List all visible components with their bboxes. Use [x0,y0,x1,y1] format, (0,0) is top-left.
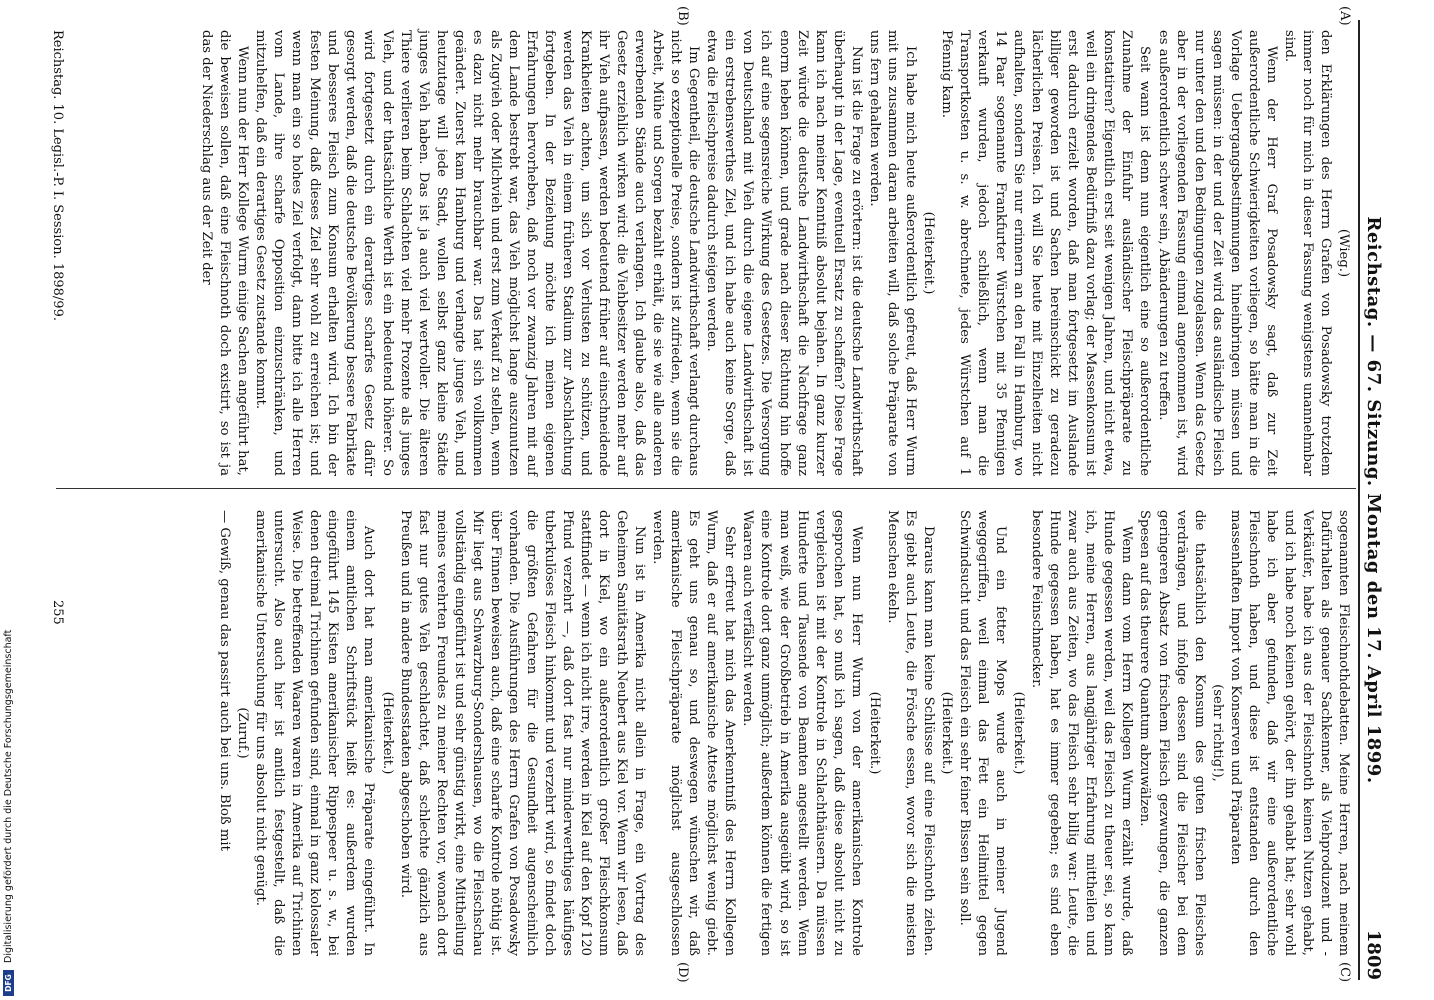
paragraph: sogenannten Fleischnothdebatten. Meine Herren, nach meinem Dafürhalten als genauer Sachkenner, als Viehproduzent und -Verkäufer, habe ich aus der Fleischnoth keinen Nutzen gehabt, und ich habe noch keinen gehört, der ihn gehabt hat; sehr wohl habe ich aber gefunden, daß wir eine außerordentliche Fleischnoth haben, und diese ist entstanden durch den massenhaften Import von Konserven und Präparaten [1227,510,1351,956]
margin-mark-c: (C) [1337,962,1352,983]
dfg-logo-icon: DFG [3,970,14,996]
paragraph: die thatsächlich den Konsum des guten frischen Fleisches verdrängen, und infolge dessen sind die Fleischer bei dem geringeren Absatz von frischem Fleisch gezwungen, die ganzen Spesen auf das theurere Quantum abzuwälzen. [1137,510,1207,956]
stage-direction: (Heiterkeit.) [920,211,936,295]
column-divider [56,488,1356,489]
paragraph: Wenn dann vom Herrn Kollegen Wurm erzählt wurde, daß Hunde gegessen werden, weil das Fleisch zu theuer sei, so kann ich, meine Herren, aus langjähriger Erfahrung mittheilen und zwar auch aus Zeiten, wo das Fleisch sehr billig war: Leute, die Hunde gegessen haben, hat es immer gegeben; es sind eben besondere Feinschmecker. [1029,510,1135,956]
credit-text: Digitalisierung gefördert durch die Deutsche Forschungsgemeinschaft [3,629,14,963]
stage-direction: (Heiterkeit.) [866,691,882,775]
paragraph: Seit wann ist denn nun eigentlich eine so außerordentliche Zunahme der Einfuhr ausländischer Fleischpräparate zu konstatiren? Eigentlich erst seit wenigen Jahren, und nicht etwa, weil ein dringendes Bedürfniß dazu vorlag; der Massenkonsum ist erst dadurch erzielt worden, daß man fortgesetzt im Auslande billiger geworden ist und Sachen hereinschickt zu geradezu lächerlichen Preisen. Ich will Sie heute mit Einzelheiten nicht aufhalten, sondern Sie nur erinnern an den Fall in Hamburg, wo 14 Paar sogenannte Frankfurter Würstchen mit 35 Pfennigen verkauft wurden, jedoch schließlich, wenn man die Transportkosten u. s. w. abrechnete, jedes Würstchen auf 1 Pfennig kam. [938,30,1153,476]
header-rule [1358,20,1360,980]
paragraph: Und ein fetter Mops wurde auch in meiner Jugend weggegriffen, weil einmal das Fett ein Heilmittel gegen Schwindsucht und das Fleisch ein sehr feiner Bissen sein soll. [957,510,1009,956]
left-text-column [197,30,1352,476]
header-title: Reichstag. — 67. Sitzung. Montag den 17. April 1899. [1363,216,1384,784]
footer-session: Reichstag. 10. Legisl.-P. I. Session. 1898/99. [50,30,65,321]
paragraph: Wenn der Herr Graf Posadowsky sagt, daß zur Zeit außerordentliche Schwierigkeiten vorliegen, so hätte man in die Vorlage Uebergangsbestimmungen hineinbringen müssen und sagen müssen: in der und der Zeit wird das ausländische Fleisch nur unter den und den Bedingungen zugelassen. Wenn das Gesetz aber in der vorliegenden Fassung einmal angenommen ist, wird es außerordentlich schwer sein, Abänderungen zu treffen. [1155,30,1279,476]
paragraph: Ich habe mich heute außerordentlich gefreut, daß Herr Wurm mit uns zusammen daran arbeiten will, daß solche Präparate von uns fern gehalten werden. [866,30,918,476]
paragraph: Wenn nun Herr Wurm von der amerikanischen Kontrole gesprochen hat, so muß ich sagen, daß diese absolut nicht zu vergleichen ist mit der Kontrole in Schlachthäusern. Da müssen Hunderte und Tausende von Beamten angestellt werden. Wenn man weiß, wie der Großbetrieb in Amerika ausgeübt wird, so ist eine Kontrole dort ganz unmöglich; außerdem können die fertigen Waaren auch verfälscht werden. [740,510,864,956]
paragraph: Nun ist in Amerika nicht allein in Frage, ein Vortrag des Geheimen Sanitätsrath Neubert aus Kiel vor. Wenn wir lesen, daß dort in Kiel, wo ein außerordentlich großer Fleischkonsum stattfindet — wenn ich nicht irre, werden in Kiel auf den Kopf 120 Pfund verzehrt —, daß dort fast nur minderwerthiges häufiges tuberkulöses Fleisch hinkommt und verzehrt wird, so findet doch die größten Gefahren für die Gesundheit augenscheinlich vorhanden. Die Ausführungen des Herrn Grafen von Posadowsky über Finnen beweisen auch, daß eine scharfe Kontrole nöthig ist. Mir liegt aus Schwarzburg-Sondershausen, wo die Fleischschau vollständig eingeführt ist und sehr günstig wirkt, eine Mittheilung meines verehrten Freundes zu meiner Rechten vor, wonach dort fast nur gutes Vieh geschlachtet, daß schlechte gänzlich aus Preußen und in andere Bundesstaaten abgeschoben wird. [397,510,648,956]
stage-direction: (Heiterkeit.) [379,691,395,775]
margin-mark-b: (B) [675,6,690,26]
stage-direction: (Heiterkeit.) [1011,691,1027,775]
paragraph: — Gewiß, genau das passirt auch bei uns. Bloß mit [217,510,233,851]
stage-direction: (Wieg.) [1336,228,1351,278]
paragraph: Wenn nun der Herr Kollege Wurm einige Sachen angeführt hat, die beweisen sollen, daß eine Fleischnoth doch existirt, so ist ja das der Niederschlag aus der Zeit der [199,30,251,476]
stage-direction: (sehr richtig!), [1209,684,1225,782]
margin-mark-a: (A) [1337,6,1352,26]
rotated-page [25,0,1390,1000]
paragraph: Sehr erfreut hat mich das Anerkenntniß des Herrn Kollegen Wurm, daß er auf amerikanische Atteste möglichst wenig giebt. Es geht uns genau so, und deswegen wünschen wir, daß amerikanische Fleischpräparate möglichst ausgeschlossen werden. [650,510,738,956]
paragraph: Im Gegentheil, die deutsche Landwirthschaft verlangt durchaus nicht so exzeptionelle Preise, sondern ist zufrieden, wenn sie die Arbeit, Mühe und Sorgen bezahlt erhält, die sie wie alle anderen erwerbenden Stände auch verlangen. Ich glaube also, daß das Gesetz erziehlich wirken wird: die Viehbesitzer werden mehr auf ihr Vieh aufpassen, werden bedeutend früher auf einschneidende Krankheiten achten, um sich vor Verlusten zu schützen, und werden das Vieh in einem früheren Stadium zur Abschlachtung fortgeben. In der Beziehung möchte ich meinen eigenen Erfahrungen hervorheben, daß noch vor zwanzig Jahren mit auf dem Lande bestrebt war, das Vieh möglichst lange auszunutzen als Zugvieh oder Milchvieh und erst zum Verkauf zu stellen, wenn es dazu nicht mehr brauchbar war. Das hat sich vollkommen geändert. Zuerst kam Hamburg und verlangte junges Vieh, und heutzutage will jede Stadt, wollen selbst ganz kleine Städte junges Vieh haben. Das ist ja auch viel wertvoller. Die älteren Thiere verlieren beim Schlachten viel mehr Prozente als junges Vieh, und der thatsächliche Werth ist ein bedeutend höherer. So wird fortgesetzt durch ein derartiges scharfes Gesetz dafür gesorgt werden, daß die deutsche Bevölkerung bessere Fabrikate und besseres Fleisch zum Konsum erhalten wird. Ich bin der festen Meinung, daß dieses Ziel sehr wohl zu erreichen ist; und wenn man ein so hohes Ziel verfolgt, dann bitte ich alle Herren vom Lande, ihre scharfe Opposition einzuschränken, und mitzuhelfen, daß ein derartiges Gesetz zustande kommt. [253,30,702,476]
digitization-credit [2,11,16,996]
paragraph: Nun ist die Frage zu erörtern: ist die deutsche Landwirthschaft überhaupt in der Lage, eventuell Ersatz zu schaffen? Diese Frage kann ich nach meiner Kenntniß absolut bejahen. In ganz kurzer Zeit würde die deutsche Landwirthschaft die Nachfrage ganz enorm heben können, und grade nach dieser Richtung hin hoffe ich auf eine segensreiche Wirkung des Gesetzes. Die Versorgung von Deutschland mit Vieh durch die eigene Landwirthschaft ist ein erstrebenswerthes Ziel, und ich habe auch keine Sorge, daß etwa die Fleischpreise dadurch steigen werden. [704,30,864,476]
margin-mark-d: (D) [675,962,690,983]
stage-direction: (Zuruf.) [235,707,251,759]
stage-direction: (Heiterkeit.) [938,691,954,775]
footer-page-number: 255 [50,600,65,625]
paragraph: den Erklärungen des Herrn Grafen von Posadowsky trotzdem immer noch für mich in dieser Fassung wenigstens unannehmbar sind. [1281,30,1333,476]
paragraph: Daraus kann man keine Schlüsse auf eine Fleischnoth ziehen. Es giebt auch Leute, die Frösche essen, wovor sich die meisten Menschen ekeln. [884,510,936,956]
page-header [1359,20,1387,980]
header-page-number: 1809 [1363,929,1384,980]
paragraph: Auch dort hat man amerikanische Präparate eingeführt. In einem amtlichen Schriftstück heißt es: außerdem wurden eingeführt 145 Kisten amerikanischer Rippespeer u. s. w., bei denen dreimal Trichinen gefunden sind, einmal in ganz kolossaler Weise. Die betreffenden Waaren waren in Amerika auf Trichinen untersucht. Also auch hier ist amtlich festgestellt, daß die amerikanische Untersuchung für uns absolut nicht genügt. [253,510,377,956]
right-text-column [215,510,1352,956]
